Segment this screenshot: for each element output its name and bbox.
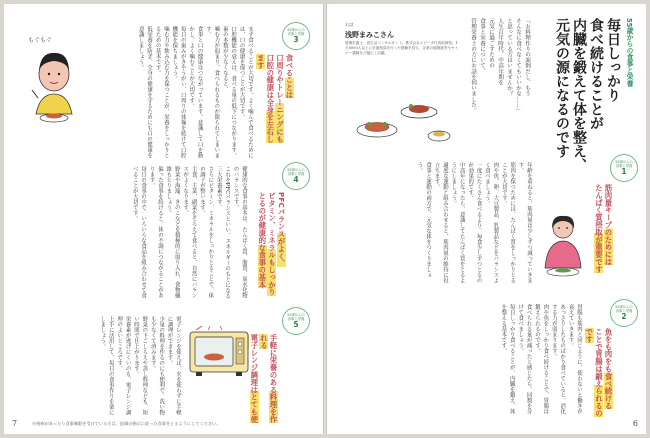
body-paragraph: 年齢を重ねると、筋肉量は少しずつ減っていきます。 <box>517 162 532 283</box>
body-paragraph: あっさりしたものばかり食べていると、消化する力が弱まります。 <box>550 304 566 414</box>
tag-line: 栄養 <box>297 172 305 176</box>
intro-text <box>467 18 531 168</box>
intro-line: と思っている方はいませんか？ <box>506 18 512 97</box>
tag-number: 2 <box>621 312 627 322</box>
body-paragraph: まず食べることが大切です。よく噛んで食べるためには、口の健康を保つことが大切です。 <box>238 26 253 158</box>
intro-line: 元気に過ごすための <box>488 18 494 69</box>
tag-line: 食事と <box>287 32 298 36</box>
section-1-tag <box>610 154 638 182</box>
section-2-heading <box>584 328 613 424</box>
tag-line: 食事と <box>615 164 626 168</box>
left-page <box>4 4 323 434</box>
body-paragraph: 低栄養を防ぎ、全身の健康を守るためにも口の健康を意識しましょう。 <box>137 26 153 158</box>
section-4-heading <box>254 192 286 296</box>
body-paragraph: 野菜や海藻、きのこなどを積極的に取り入れ、食物繊維もとりましょう。 <box>165 166 180 298</box>
tag-line: 55歳からの <box>615 159 633 164</box>
body-paragraph: 中高年になったら、意識してたんぱく質をとるようにしましょう。 <box>450 162 465 283</box>
profile-text: 管理栄養士、食生活コンサルタント。株式会社エビータ代表取締役。1万8000人以上に栄養相談を行った経験を持ち、企業の健康経営やセミナー講師など幅広く活躍。 <box>345 41 459 55</box>
feature-title <box>537 18 621 176</box>
heading-line: 口腔の健康は全身を左右します <box>256 54 275 143</box>
section-4-body <box>16 166 248 300</box>
page-number: 6 <box>632 419 638 428</box>
heading-line: とるのが健康的な食事の基本 <box>257 192 267 289</box>
intro-line: 管理栄養士の方にお話を伺いました。 <box>470 18 476 114</box>
body-paragraph: 噛む力や飲み込む力を保つことが、栄養をしっかりとるための基本です。 <box>154 26 169 158</box>
man-eating-illustration <box>24 32 86 128</box>
tag-number: 4 <box>293 175 299 185</box>
body-paragraph: 毎日の食事の中で、いろいろな食品を組み合わせて食べることが大切です。 <box>131 166 147 298</box>
body-paragraph: 主食、主菜、副菜をそろえて食べると、自然にバランスがよくなります。 <box>182 166 197 298</box>
tag-line: 栄養 <box>297 317 305 321</box>
body-paragraph: 偏った食事を続けると、体の不調につながることがあります。 <box>148 166 163 298</box>
heading-line: たんぱく質摂取が重要です <box>594 184 604 273</box>
heading-line: ビタミン、ミネラルもしっかり <box>267 192 277 296</box>
body-paragraph: 食べられる量が減ったと感じたら、回数を分けて食べましょう。 <box>517 304 532 414</box>
title-line: 食べ続けることが <box>588 18 604 130</box>
tag-line: 栄養 <box>625 309 633 313</box>
section-3-heading <box>256 54 294 146</box>
section-3-tag <box>282 22 310 50</box>
body-paragraph: 食事と口の健康はつながっています。意識して口を動かし、よく噛むことが大切です。 <box>188 26 203 158</box>
intro-line: 人生百年時代、中高年期を <box>497 18 503 86</box>
heading-line: 筋肉量キープのためには <box>604 184 613 266</box>
body-paragraph: 肉や魚をしっかり食べ続けることで、胃腸は鍛えられるのです。 <box>533 304 549 414</box>
woman-eating-illustration <box>539 210 587 280</box>
body-paragraph: 栄養素が逃げにくいのも、電子レンジ調理のよいところです。 <box>116 316 131 415</box>
page-number: 7 <box>12 419 18 428</box>
tag-number: 5 <box>293 320 299 330</box>
tag-line: 55歳からの <box>287 167 305 172</box>
svg-text:もぐもぐ: もぐもぐ <box>28 37 53 44</box>
heading-line: 食べることは <box>285 54 294 99</box>
profile-name: 浅野まみこさん <box>345 30 394 39</box>
body-paragraph: 噛む力が弱まり、食べられるものが限られてしまいます。 <box>204 26 220 158</box>
body-paragraph: 適度な運動と組み合わせると、筋肉量の維持に役立ちます。 <box>433 162 448 283</box>
intro-line: 「お料理作りの面倒だし、もう <box>524 18 530 97</box>
tag-line: 55歳からの <box>287 312 305 317</box>
section-5-body <box>16 316 182 418</box>
heading-line: 電子レンジ調理はとても便 <box>240 334 259 423</box>
tag-line: 食事と <box>615 309 626 313</box>
section-5-heading <box>249 334 278 424</box>
profile-label: お話 <box>345 22 354 27</box>
footnote: ※持病があったり食事制限を受けている方は、医師の指示に従った食事をとるようにしてください。 <box>32 421 221 426</box>
tag-number: 1 <box>621 167 627 177</box>
title-line: 元気の源になるのです <box>554 18 570 158</box>
section-2-body <box>343 304 583 416</box>
body-paragraph: 食事と運動の両方で、元気な体をつくりましょう。 <box>416 162 432 278</box>
tag-line: 食事と <box>287 172 298 176</box>
section-5-tag <box>282 307 310 335</box>
intro-line: そんなに食べなくてもいいかな……」 <box>515 18 521 114</box>
body-paragraph: 野菜の下ごしらえや蒸し料理なども、短い時間で仕上がります。 <box>132 316 148 415</box>
body-paragraph: 一度にたくさん食べるより、毎食少しずつとるのが効果的です。 <box>467 162 482 283</box>
intro-line: 食事と栄養について、 <box>479 18 485 74</box>
body-paragraph: 健康的な食事の基本は、たんぱく質、脂質、炭水化物のバランスです。 <box>232 166 247 298</box>
heading-line: ことで胃腸は鍛えられるのです <box>584 328 604 417</box>
heading-line: 魚をも肉をも食べ続ける <box>604 328 613 410</box>
section-1-body <box>343 162 533 288</box>
body-paragraph: さらにビタミン、ミネラルをしっかりとることで、体の調子が整います。 <box>198 166 214 298</box>
section-2-tag <box>610 299 638 327</box>
title-line: 毎日しっかり <box>605 18 621 102</box>
body-paragraph: 口腔機能の衰えは、食べる量の低下につながります。歯の本数が少なくなると、 <box>221 26 237 158</box>
heading-line: 手軽に栄養のある料理を作れる <box>259 334 278 423</box>
body-paragraph: 胃腸も筋肉と同じように、使わないと働きが衰えていきます。 <box>567 304 582 414</box>
title-line: 内臓を鍛えて体を整え、 <box>571 18 587 172</box>
body-paragraph: 毎日の歯みがきやうがい、口周りの体操を続けて口腔機能を保ちましょう。 <box>171 26 186 158</box>
tag-line: 55歳からの <box>287 27 305 32</box>
body-paragraph: 筋肉を保つためには、たんぱく質をしっかりとることが大切です。 <box>500 162 516 283</box>
tag-line: 栄養 <box>297 32 305 36</box>
microwave-illustration <box>188 326 250 380</box>
heading-line: 口周りやトレーニングにも <box>275 54 285 143</box>
body-paragraph: 毎日しっかり食べることが、内臓を鍛え、体を整える基本です。 <box>500 304 515 414</box>
section-3-body <box>96 26 254 158</box>
tag-line: 55歳からの <box>615 304 633 309</box>
tag-number: 3 <box>293 35 299 45</box>
section-4-tag <box>282 162 310 190</box>
food-plates-illustration <box>347 84 457 152</box>
right-page <box>327 4 646 434</box>
body-paragraph: 上手に活用して、毎日の食事作りを楽にしましょう。 <box>99 316 114 415</box>
tag-line: 食事と <box>287 317 298 321</box>
tag-line: 栄養 <box>625 164 633 168</box>
body-paragraph: これをPFCバランスといい、エネルギーのもとになる三大栄養素です。 <box>215 166 231 299</box>
heading-line: PFCバランスがよく、 <box>277 192 286 268</box>
body-paragraph: 肉や魚、卵、大豆製品、乳製品などをバランスよく食べましょう。 <box>483 162 499 283</box>
section-1-heading <box>589 184 613 280</box>
series-label: 55歳からの食事と栄養 <box>625 18 633 87</box>
body-paragraph: 電子レンジを使えば、火を使わずに手軽に調理ができます。 <box>166 316 181 415</box>
body-paragraph: 少量の料理を作るのにも便利で、洗い物も少なくて済みます。 <box>149 316 165 415</box>
